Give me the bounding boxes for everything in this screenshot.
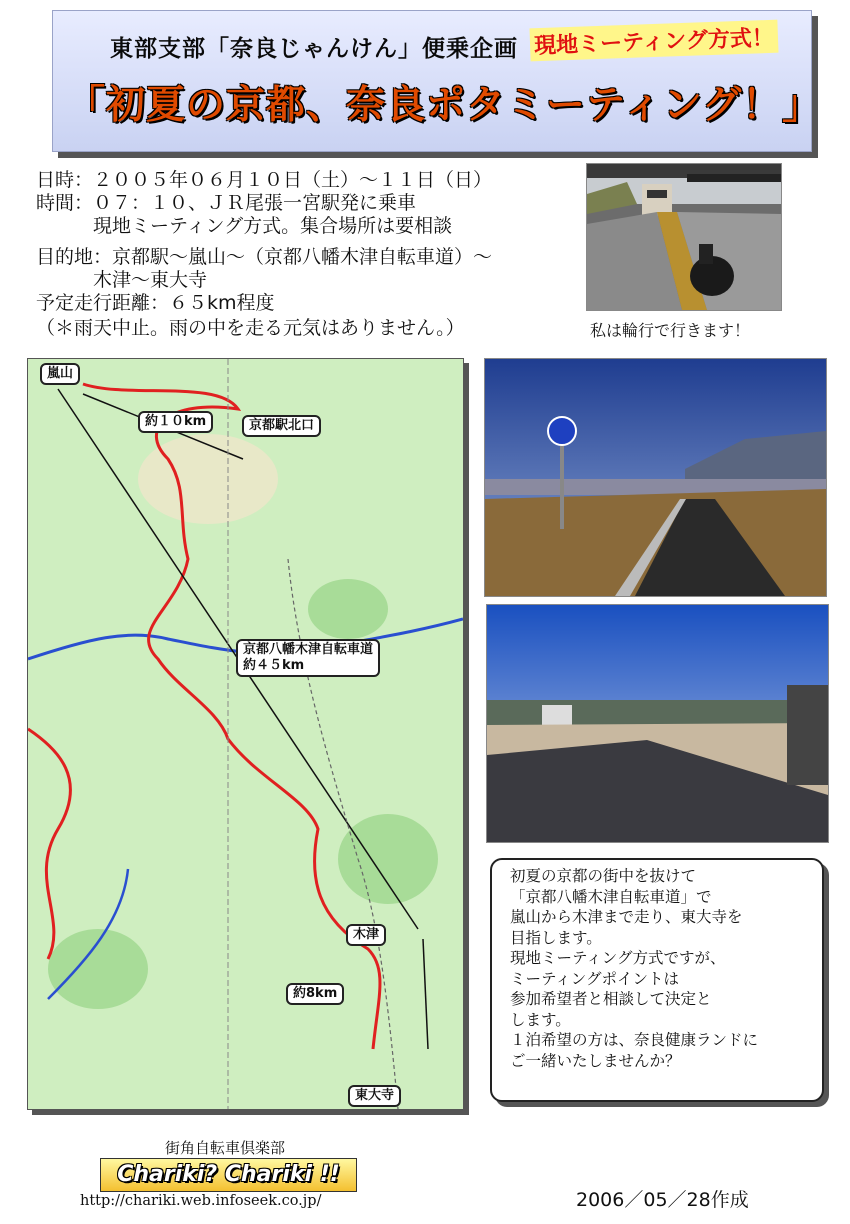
- route-map: [27, 358, 464, 1110]
- map-label-kyoto-station: 京都駅北口: [242, 415, 321, 437]
- bike-path-photo-1: [484, 358, 827, 597]
- header-tag: 現地ミーティング方式！: [529, 20, 778, 62]
- bike-path-photo-2: [486, 604, 829, 843]
- info-destination: 目的地：京都駅～嵐山～（京都八幡木津自転車道）～: [36, 246, 493, 268]
- header-title: 「初夏の京都、奈良ポタミーティング！」: [66, 83, 823, 128]
- info-date: 日時：２００５年０６月１０日（土）～１１日（日）: [36, 169, 493, 191]
- club-name: 街角自転車倶楽部: [165, 1139, 286, 1157]
- info-distance: 予定走行距離：６５km程度: [36, 292, 275, 314]
- header-subtitle: 東部支部「奈良じゃんけん」便乗企画: [110, 36, 518, 62]
- map-label-distance-10km: 約１０km: [138, 411, 213, 433]
- info-destination-cont: 木津～東大寺: [36, 269, 208, 291]
- map-label-distance-8km: 約8km: [286, 983, 344, 1005]
- train-platform-photo: [586, 163, 782, 311]
- info-time: 時間：０７：１０、ＪＲ尾張一宮駅発に乗車: [36, 192, 417, 214]
- info-meeting: 現地ミーティング方式。集合場所は要相談: [36, 215, 453, 237]
- club-logo: Chariki? Chariki !!: [100, 1158, 357, 1192]
- photo-caption: 私は輪行で行きます！: [590, 321, 751, 340]
- route-map-graphic: [28, 359, 463, 1109]
- description-text: 初夏の京都の街中を抜けて 「京都八幡木津自転車道」で 嵐山から木津まで走り、東大寺を 目指します。 現地ミーティング方式ですが、 ミーティングポイントは 参加希望者と相談して決定と します。 １泊希望の方は、奈良健康ランドに ご一緒いたしませんか？: [510, 867, 759, 1070]
- map-label-todaiji: 東大寺: [348, 1085, 401, 1107]
- info-note: （＊雨天中止。雨の中を走る元気はありません。）: [36, 317, 465, 339]
- created-date: 2006／05／28作成: [576, 1189, 749, 1211]
- map-label-arashiyama: 嵐山: [40, 363, 80, 385]
- map-label-bikeway: 京都八幡木津自転車道 約４５km: [236, 639, 380, 677]
- map-label-kizu: 木津: [346, 924, 386, 946]
- club-url[interactable]: http://chariki.web.infoseek.co.jp/: [80, 1193, 322, 1209]
